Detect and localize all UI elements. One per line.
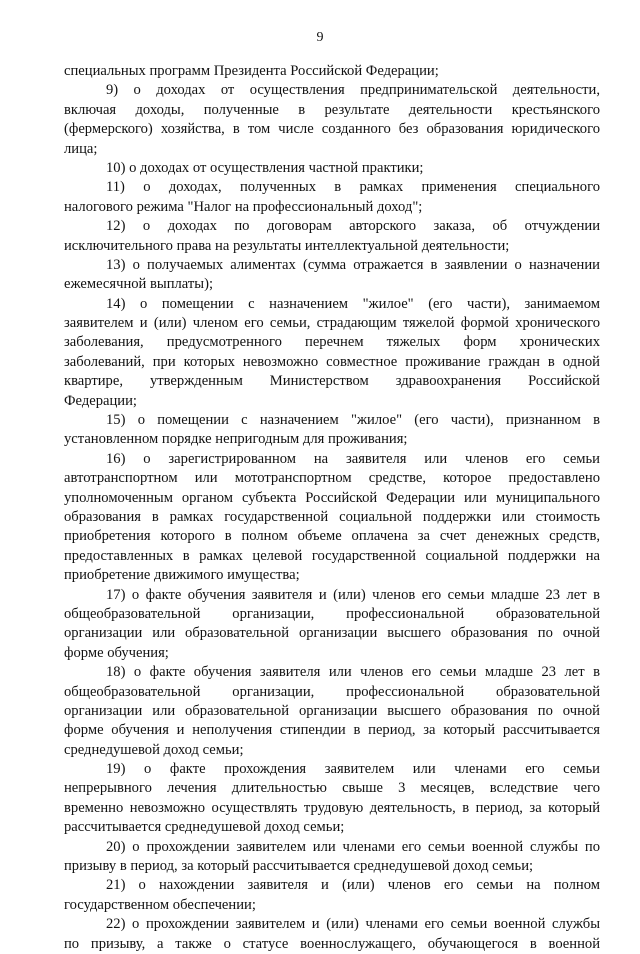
text-line: по призыву, а также о статусе военнослужащего, обучающегося в военной	[64, 935, 600, 952]
text-line: 10) о доходах от осуществления частной практики;	[106, 159, 424, 176]
text-line: общеобразовательной организации, профессиональной образовательной	[64, 605, 600, 622]
text-line: уполномоченным органом субъекта Российской Федерации или муниципального	[64, 489, 600, 506]
text-line: заявителем и (или) членом его семьи, страдающим тяжелой формой хронического	[64, 315, 600, 332]
text-line: 13) о получаемых алиментах (сумма отражается в заявлении о назначении	[106, 256, 600, 273]
text-line: 19) о факте прохождения заявителем или членами его семьи	[106, 761, 600, 778]
text-line: непрерывного лечения длительностью свыше 3 месяцев, вследствие чего	[64, 780, 600, 797]
text-line: 9) о доходах от осуществления предпринимательской деятельности,	[106, 82, 600, 99]
text-line: среднедушевой доход семьи;	[64, 741, 244, 758]
text-line: 18) о факте обучения заявителя или членов его семьи младше 23 лет в	[106, 664, 600, 681]
text-line: включая доходы, полученные в результате деятельности крестьянского	[64, 101, 600, 118]
text-line: форме обучения и неполучения стипендии в период, за который рассчитывается	[64, 722, 600, 739]
text-line: рассчитывается среднедушевой доход семьи;	[64, 819, 345, 836]
text-line: форме обучения;	[64, 644, 169, 661]
text-line: 22) о прохождении заявителем и (или) членами его семьи военной службы	[106, 916, 600, 933]
text-line: общеобразовательной организации, профессиональной образовательной	[64, 683, 600, 700]
text-line: квартире, утвержденным Министерством здравоохранения Российской	[64, 373, 600, 390]
text-line: предоставленных в рамках целевой государственной социальной поддержки на	[64, 547, 600, 564]
text-line: исключительного права на результаты интеллектуальной деятельности;	[64, 237, 510, 254]
text-line: (фермерского) хозяйства, в том числе созданного без образования юридического	[64, 121, 600, 138]
text-line: приобретение движимого имущества;	[64, 567, 300, 584]
text-line: специальных программ Президента Российской Федерации;	[64, 63, 439, 79]
document-body	[64, 62, 600, 954]
text-line: временно невозможно осуществлять трудовую деятельность, в период, за который	[64, 799, 600, 816]
text-line: 20) о прохождении заявителем или членами его семьи военной службы по	[106, 838, 600, 855]
text-line: заболеваний, при которых невозможно совместное проживание граждан в одной	[64, 353, 600, 370]
text-line: организации или образовательной организации высшего образования по очной	[64, 625, 600, 642]
text-line: 15) о помещении с назначением "жилое" (его части), признанном в	[106, 412, 600, 429]
text-line: 17) о факте обучения заявителя и (или) членов его семьи младше 23 лет в	[106, 586, 600, 603]
text-line: 21) о нахождении заявителя и (или) членов его семьи на полном	[106, 877, 600, 894]
text-line: 14) о помещении с назначением "жилое" (его части), занимаемом	[106, 295, 600, 312]
text-line: 11) о доходах, полученных в рамках применения специального	[106, 179, 600, 196]
text-line: приобретения которого в полном объеме оплачена за счет денежных средств,	[64, 528, 600, 545]
text-line: 16) о зарегистрированном на заявителя или членов его семьи	[106, 450, 600, 467]
text-line: ежемесячной выплаты);	[64, 276, 214, 293]
text-line: установленном порядке непригодным для проживания;	[64, 431, 408, 448]
page-number: 9	[316, 30, 324, 45]
text-line: 12) о доходах по договорам авторского заказа, об отчуждении	[106, 218, 600, 235]
text-line: лица;	[64, 140, 98, 157]
text-line: образования в рамках государственной социальной поддержки или стоимость	[64, 508, 600, 525]
text-line: Федерации;	[64, 392, 137, 409]
text-line: автотранспортном или мототранспортном средстве, которое предоставлено	[64, 470, 600, 487]
text-line: призыву в период, за который рассчитывается среднедушевой доход семьи;	[64, 858, 534, 875]
text-line: заболевания, предусмотренного перечнем тяжелых форм хронических	[64, 334, 600, 351]
text-line: налогового режима "Налог на профессиональный доход";	[64, 198, 423, 215]
text-line: организации или образовательной организации высшего образования по очной	[64, 702, 600, 719]
text-line: государственном обеспечении;	[64, 896, 256, 913]
